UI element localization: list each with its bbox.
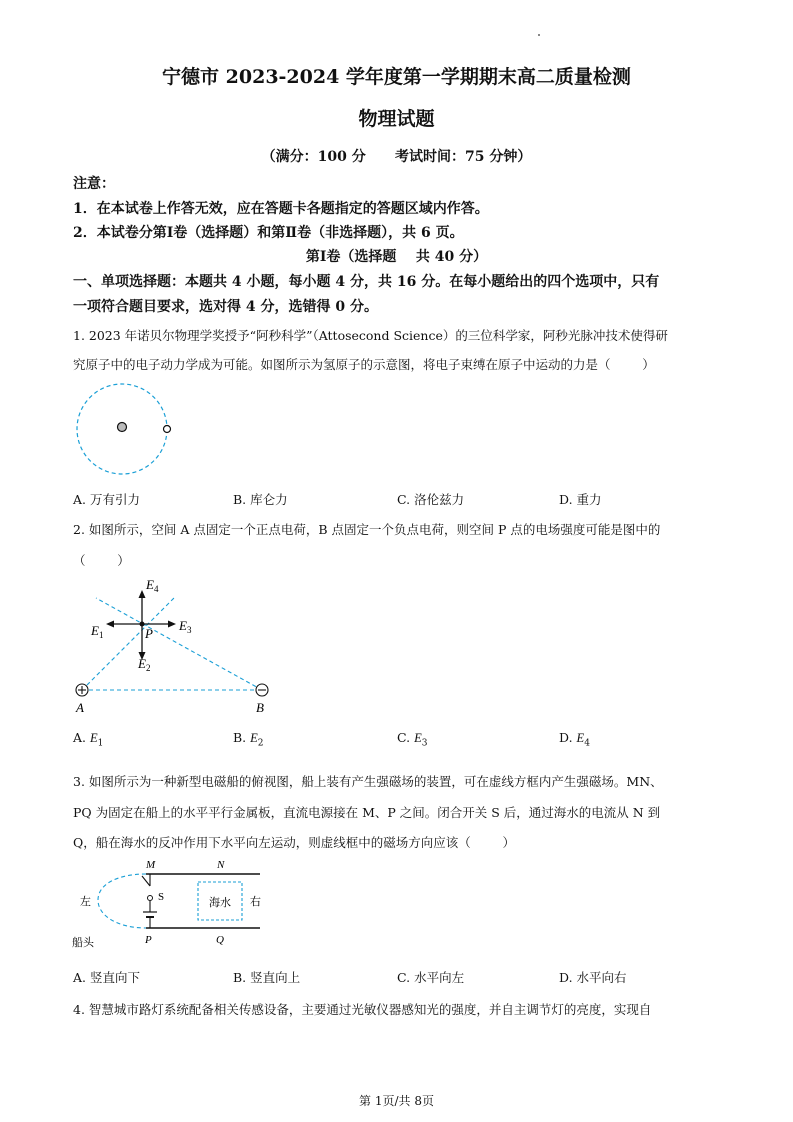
q2-option-d[interactable]: D. $E_4$ xyxy=(559,730,590,749)
q2-text-line-1: 2. 如图所示，空间 A 点固定一个正点电荷，B 点固定一个负点电荷，则空间 P 点的电场强度可能是图中的 xyxy=(73,522,661,537)
line-ap-extended xyxy=(82,596,176,690)
arrow-e4 xyxy=(139,590,146,598)
q2-text-line-2: （ ） xyxy=(73,553,130,568)
q3-text-line-3: Q，船在海水的反冲作用下水平向左运动，则虚线框中的磁场方向应该（ ） xyxy=(73,835,516,850)
ship-hull-outline xyxy=(98,874,146,928)
q1-text-line-2: 究原子中的电子动力学成为可能。如图所示为氢原子的示意图，将电子束缚在原子中运动的力是（ ） xyxy=(73,357,655,372)
q2-field-figure xyxy=(66,574,286,718)
notice-item-1: 1．在本试卷上作答无效，应在答题卡各题指定的答题区域内作答。 xyxy=(73,201,489,217)
q3-text-line-1: 3. 如图所示为一种新型电磁船的俯视图，船上装有产生强磁场的装置，可在虚线方框内产生强磁场。MN、 xyxy=(73,774,663,789)
q4-text-line-1: 4. 智慧城市路灯系统配备相关传感设备，主要通过光敏仪器感知光的强度，并自主调节灯的亮度，实现自 xyxy=(73,1002,652,1017)
page-footer: 第 1页/共 8页 xyxy=(359,1094,434,1108)
q3-option-a[interactable]: A. 竖直向下 xyxy=(73,970,140,985)
section-heading-line-1: 一、单项选择题：本题共 4 小题，每小题 4 分，共 16 分。在每小题给出的四个选项中，只有 xyxy=(73,274,660,290)
label-seawater: 海水 xyxy=(209,897,231,909)
q1-option-a[interactable]: A. 万有引力 xyxy=(73,492,140,507)
label-p: P xyxy=(145,626,153,641)
q2-option-a[interactable]: A. $E_1$ xyxy=(73,730,104,749)
section-heading-line-2: 一项符合题目要求，选对得 4 分，选错得 0 分。 xyxy=(73,299,378,315)
arrow-e3 xyxy=(168,621,176,628)
page-subtitle: 物理试题 xyxy=(358,108,435,130)
exam-meta: （满分：100 分 考试时间：75 分钟） xyxy=(261,149,532,165)
label-bow: 船头 xyxy=(72,937,94,949)
label-right: 右 xyxy=(250,896,261,908)
electron xyxy=(164,426,171,433)
q3-option-c[interactable]: C. 水平向左 xyxy=(397,970,465,985)
q3-ship-figure xyxy=(70,856,280,956)
label-m: M xyxy=(146,859,156,871)
label-e2: $E_2$ xyxy=(138,656,151,673)
point-p xyxy=(140,622,145,627)
q1-atom-figure xyxy=(70,382,180,478)
label-q: Q xyxy=(216,934,224,946)
notice-item-2: 2．本试卷分第Ⅰ卷（选择题）和第Ⅱ卷（非选择题），共 6 页。 xyxy=(73,225,464,241)
label-b: B xyxy=(256,700,264,715)
part-title: 第Ⅰ卷（选择题 共 40 分） xyxy=(305,249,488,265)
q3-option-d[interactable]: D. 水平向右 xyxy=(559,970,627,985)
q1-option-d[interactable]: D. 重力 xyxy=(559,492,602,507)
page-title: 宁德市 2023-2024 学年度第一学期期末高二质量检测 xyxy=(162,66,631,88)
label-e1: $E_1$ xyxy=(91,623,104,640)
line-bp-extended xyxy=(96,598,262,690)
q1-option-b[interactable]: B. 库仑力 xyxy=(233,492,288,507)
label-p: P xyxy=(145,934,152,946)
label-n: N xyxy=(217,859,225,871)
q3-text-line-2: PQ 为固定在船上的水平平行金属板，直流电源接在 M、P 之间。闭合开关 S 后，通过海水的电流从 N 到 xyxy=(73,805,661,820)
label-s: S xyxy=(158,891,165,903)
label-e4: $E_4$ xyxy=(146,577,159,594)
q1-text-line-1: 1. 2023 年诺贝尔物理学奖授予“阿秒科学”（Attosecond Science）的三位科学家，阿秒光脉冲技术使得研 xyxy=(73,328,668,343)
arrow-e1 xyxy=(106,621,114,628)
q2-option-c[interactable]: C. $E_3$ xyxy=(397,730,428,749)
label-e3: $E_3$ xyxy=(179,618,192,635)
corner-dot xyxy=(538,34,540,36)
q1-option-c[interactable]: C. 洛伦兹力 xyxy=(397,492,465,507)
label-a: A xyxy=(76,700,84,715)
q3-option-b[interactable]: B. 竖直向上 xyxy=(233,970,301,985)
nucleus xyxy=(118,423,127,432)
switch-s xyxy=(142,876,150,886)
label-left: 左 xyxy=(80,896,91,908)
q2-option-b[interactable]: B. $E_2$ xyxy=(233,730,264,749)
notice-label: 注意： xyxy=(73,176,115,192)
